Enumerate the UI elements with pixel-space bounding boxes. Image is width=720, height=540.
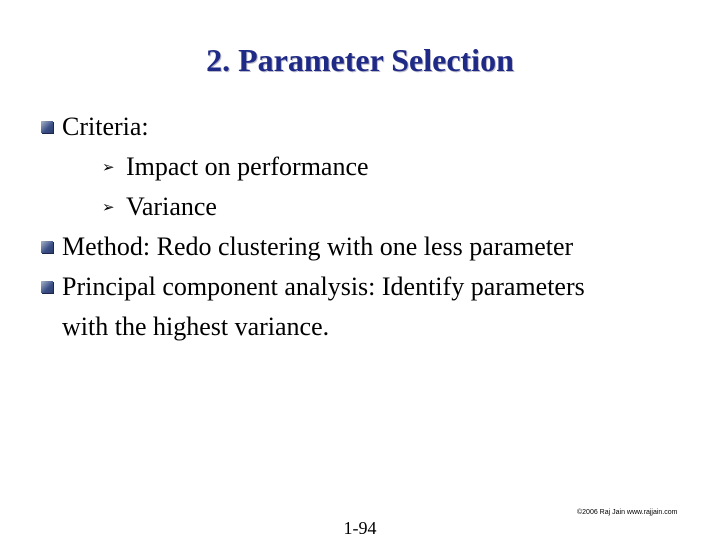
arrow-bullet-icon: ➢ bbox=[102, 198, 115, 216]
bullet-pca-continuation bbox=[0, 307, 720, 347]
bullet-text: Principal component analysis: Identify parameters bbox=[62, 272, 585, 301]
sub-bullet-variance bbox=[0, 187, 720, 227]
bullet-pca bbox=[0, 267, 720, 307]
sub-bullet-impact bbox=[0, 147, 720, 187]
bullet-list bbox=[0, 107, 720, 347]
bullet-text: Criteria: bbox=[62, 112, 149, 141]
square-bullet-icon bbox=[41, 121, 53, 133]
bullet-criteria bbox=[0, 107, 720, 147]
bullet-text: Variance bbox=[126, 192, 217, 221]
bullet-text: Impact on performance bbox=[126, 152, 369, 181]
page-number: 1-94 bbox=[343, 518, 377, 538]
arrow-bullet-icon: ➢ bbox=[102, 158, 115, 176]
copyright-notice: ©2006 Raj Jain www.rajjain.com bbox=[577, 509, 678, 516]
bullet-text: with the highest variance. bbox=[62, 312, 330, 341]
bullet-method bbox=[0, 227, 720, 267]
slide-title-container bbox=[0, 40, 720, 80]
slide-title: 2. Parameter Selection bbox=[206, 42, 514, 78]
square-bullet-icon bbox=[41, 281, 53, 293]
bullet-text: Method: Redo clustering with one less parameter bbox=[62, 232, 574, 261]
square-bullet-icon bbox=[41, 241, 53, 253]
